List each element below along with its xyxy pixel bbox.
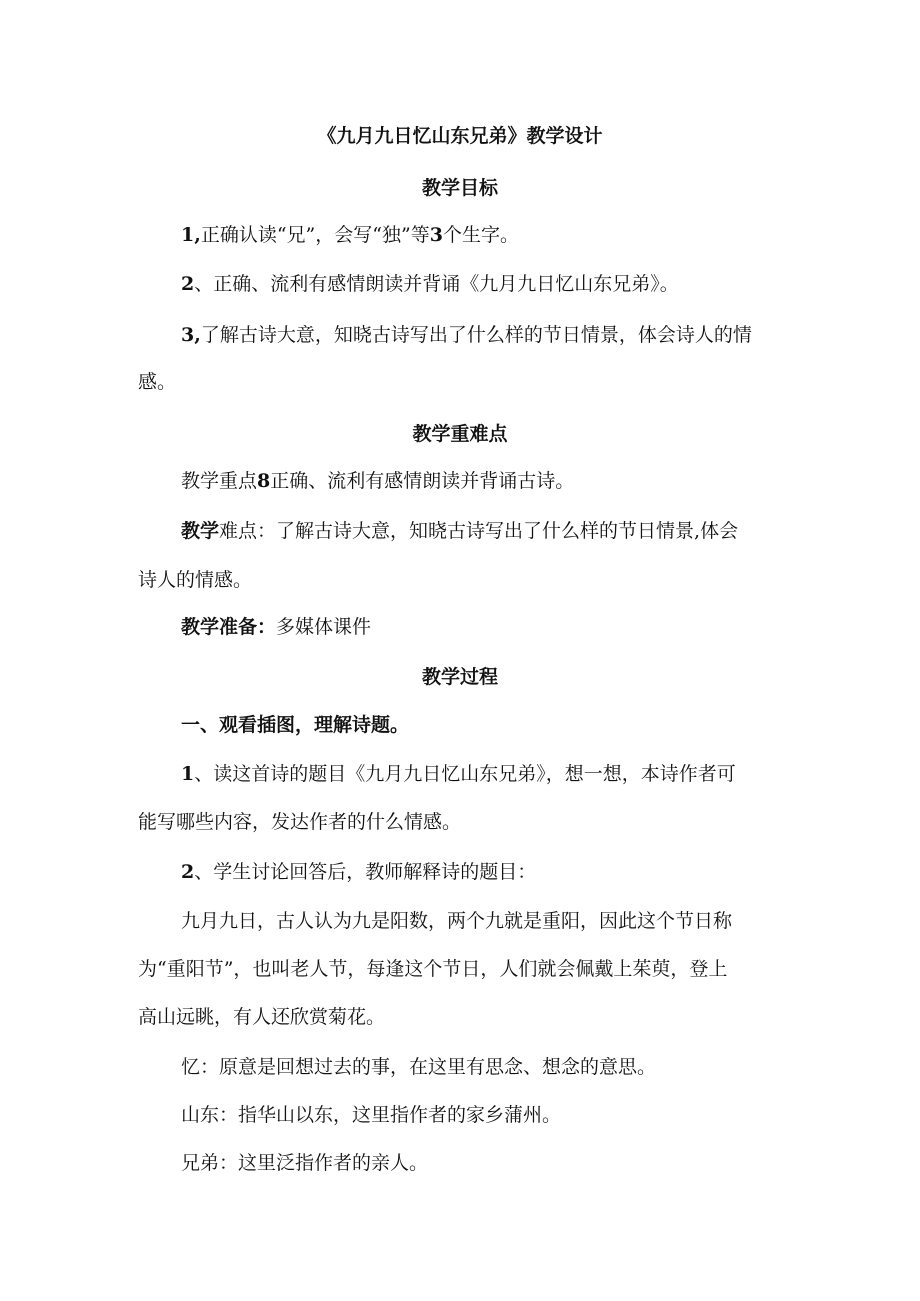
teaching-prep-label: 教学准备： [181, 616, 277, 638]
step-item-1-continued: 能写哪些内容，发达作者的什么情感。 [138, 811, 462, 833]
key-point-label: 教学重点 [181, 470, 258, 492]
goal-number: 1, [181, 224, 201, 246]
keypoints-heading: 教学重难点 [412, 423, 508, 445]
document-title: 《九月九日忆山东兄弟》教学设计 [317, 125, 603, 147]
teaching-prep [181, 614, 371, 640]
explanation-line: 高山远眺，有人还欣赏菊花。 [138, 1006, 386, 1028]
teaching-prep-text: 多媒体课件 [276, 616, 372, 638]
goal-text-end: 个生字。 [442, 224, 519, 246]
goal-number: 3, [181, 324, 201, 346]
step-item-1 [181, 761, 736, 787]
goal-item-3 [181, 322, 752, 348]
difficult-point-continued: 诗人的情感。 [138, 569, 253, 591]
step-number: 1 [181, 763, 195, 785]
key-point-number: 8 [257, 470, 271, 492]
step-number: 2 [181, 861, 195, 883]
goal-count: 3 [429, 224, 443, 246]
glossary-item: 山东：指华山以东，这里指作者的家乡蒲州。 [181, 1104, 562, 1126]
part-one-heading: 一、观看插图，理解诗题。 [181, 714, 410, 736]
key-point-text: 正确、流利有感情朗读并背诵古诗。 [270, 470, 575, 492]
goal-text: 、正确、流利有感情朗读并背诵《九月九日忆山东兄弟》。 [194, 273, 679, 295]
goals-heading: 教学目标 [421, 177, 498, 199]
difficult-point-label-bold: 教学 [181, 520, 220, 542]
goal-number: 2 [181, 273, 195, 295]
step-text: 、学生讨论回答后，教师解释诗的题目： [194, 861, 537, 883]
key-point [181, 468, 574, 494]
step-text: 、读这首诗的题目《九月九日忆山东兄弟》，想一想，本诗作者可 [194, 763, 736, 785]
difficult-point [181, 518, 738, 544]
goal-item-3-continued: 感。 [138, 371, 177, 393]
goal-item-1 [181, 222, 519, 248]
goal-item-2 [181, 271, 679, 297]
step-item-2 [181, 859, 536, 885]
goal-text: 了解古诗大意，知晓古诗写出了什么样的节日情景，体会诗人的情 [200, 324, 752, 346]
glossary-item: 兄弟：这里泛指作者的亲人。 [181, 1152, 429, 1174]
difficult-point-label: 难点： [219, 520, 277, 542]
difficult-point-text: 了解古诗大意，知晓古诗写出了什么样的节日情景,体会 [276, 520, 739, 542]
explanation-line: 为“重阳节”，也叫老人节，每逢这个节日，人们就会佩戴上茱萸，登上 [138, 958, 728, 980]
explanation-line: 九月九日，古人认为九是阳数，两个九就是重阳，因此这个节日称 [181, 910, 733, 932]
process-heading: 教学过程 [421, 666, 498, 688]
goal-text: 正确认读“兄”，会写“独”等 [200, 224, 430, 246]
glossary-item: 忆：原意是回想过去的事，在这里有思念、想念的意思。 [181, 1056, 657, 1078]
